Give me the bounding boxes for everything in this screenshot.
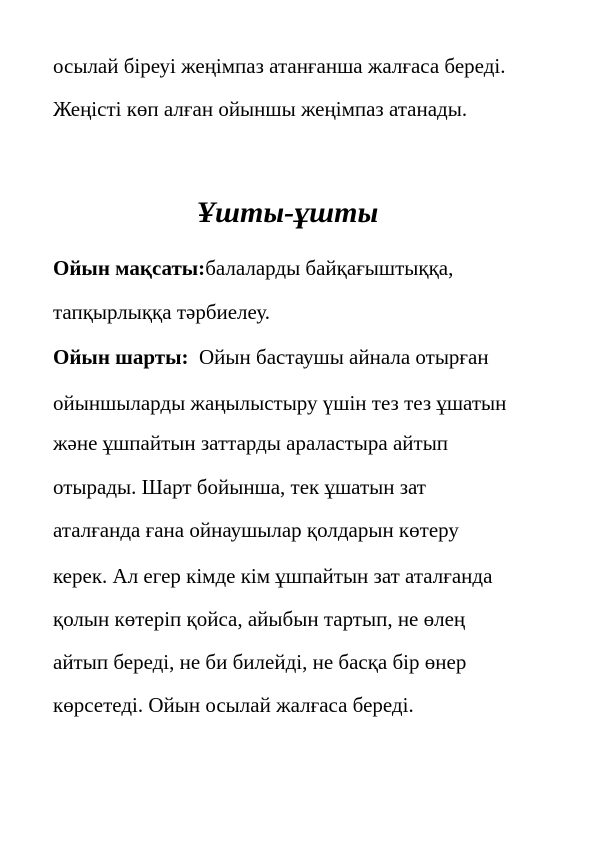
goal-line-1 (53, 255, 453, 281)
intro-line-2: Жеңісті көп алған ойыншы жеңімпаз атанады. (53, 97, 468, 121)
rules-line: айтып береді, не би билейді, не басқа бір өнер (53, 650, 467, 674)
rules-line: көрсетеді. Ойын осылай жалғаса береді. (53, 693, 414, 717)
rules-text-1: Ойын бастаушы айнала отырған (188, 345, 489, 369)
rules-label: Ойын шарты: (53, 345, 189, 369)
rules-line: отырады. Шарт бойынша, тек ұшатын зат (53, 475, 426, 499)
game-title: Ұшты-ұшты (196, 196, 379, 229)
rules-line-1 (53, 344, 489, 370)
rules-line: қолын көтеріп қойса, айыбын тартып, не өлең (53, 607, 466, 631)
intro-line-1: осылай біреуі жеңімпаз атанғанша жалғаса береді. (53, 54, 506, 78)
rules-line: және ұшпайтын заттарды араластыра айтып (53, 431, 449, 455)
rules-line: аталғанда ғана ойнаушылар қолдарын көтеру (53, 518, 459, 542)
rules-line: керек. Ал егер кімде кім ұшпайтын зат аталғанда (53, 564, 493, 588)
rules-line: ойыншыларды жаңылыстыру үшін тез тез ұшатын (53, 391, 507, 415)
goal-text-1: балаларды байқағыштыққа, (205, 256, 454, 280)
goal-line-2: тапқырлыққа тәрбиелеу. (53, 300, 270, 324)
goal-label: Ойын мақсаты: (53, 256, 206, 280)
